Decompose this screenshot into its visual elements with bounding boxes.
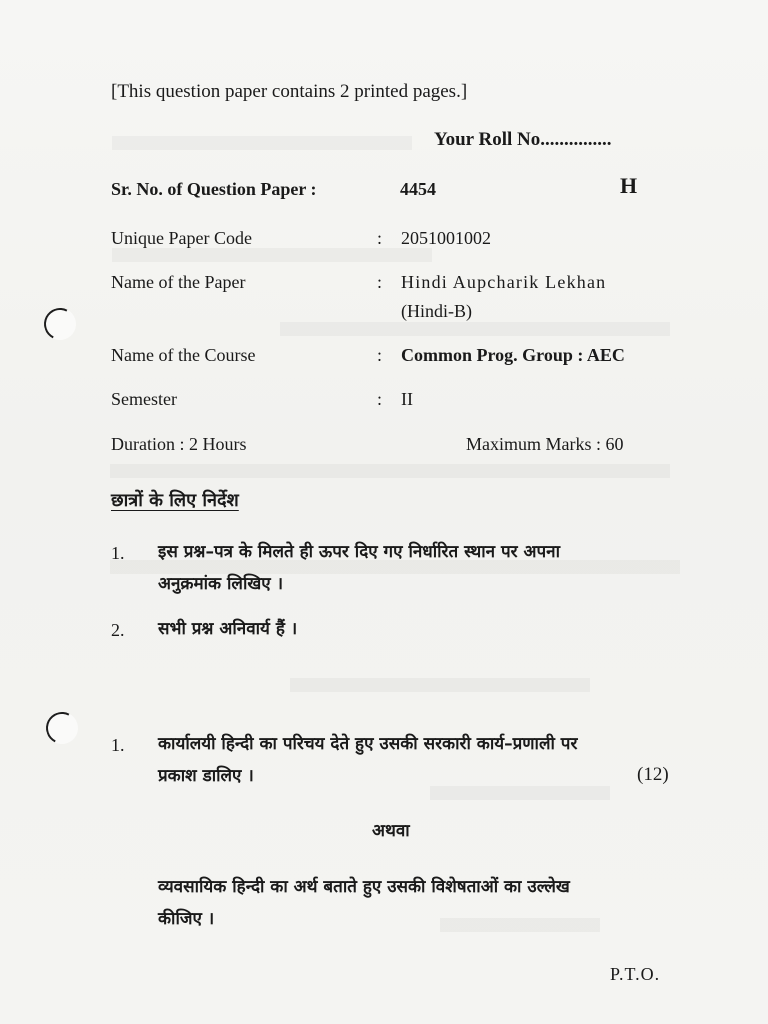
show-through-text [112,136,412,150]
paper-name-label: Name of the Paper [111,272,246,292]
colon: : [377,272,383,292]
instruction-number: 2. [111,620,125,640]
sr-no-value: 4454 [400,179,436,199]
punch-hole [40,304,80,344]
course-label: Name of the Course [111,345,256,365]
set-code: H [620,173,638,198]
punch-hole [42,708,82,748]
question-text: कार्यालयी हिन्दी का परिचय देते हुए उसकी सरकारी कार्य–प्रणाली पर [158,734,578,754]
show-through-text [110,464,670,478]
please-turn-over: P.T.O. [610,964,661,984]
show-through-text [290,678,590,692]
paper-name-value: Hindi Aupcharik Lekhan [401,272,607,292]
roll-number-field: Your Roll No............... [434,129,612,150]
duration: Duration : 2 Hours [111,434,247,454]
show-through-text [280,322,670,336]
question-text-continued: प्रकाश डालिए । [158,766,254,786]
show-through-text [112,248,432,262]
alternative-question-text: व्यवसायिक हिन्दी का अर्थ बताते हुए उसकी विशेषताओं का उल्लेख [158,877,570,897]
paper-name-value-continued: (Hindi-B) [401,301,472,321]
maximum-marks: Maximum Marks : 60 [466,434,624,454]
alternative-question-text-continued: कीजिए । [158,909,215,929]
printed-pages-note: [This question paper contains 2 printed pages.] [111,81,468,102]
or-separator: अथवा [372,821,410,841]
semester-value: II [401,389,413,409]
colon: : [377,345,383,365]
course-value: Common Prog. Group : AEC [401,345,625,365]
colon: : [377,228,383,248]
instruction-text-continued: अनुक्रमांक लिखिए । [158,574,284,594]
question-marks: (12) [637,764,669,785]
instruction-text: इस प्रश्न–पत्र के मिलते ही ऊपर दिए गए निर्धारित स्थान पर अपना [158,542,561,562]
colon: : [377,389,383,409]
question-number: 1. [111,735,125,755]
sr-no-label: Sr. No. of Question Paper : [111,179,317,199]
show-through-text [440,918,600,932]
semester-label: Semester [111,389,177,409]
unique-code-value: 2051001002 [401,228,491,248]
unique-code-label: Unique Paper Code [111,228,252,248]
instructions-heading: छात्रों के लिए निर्देश [111,490,239,511]
instruction-text: सभी प्रश्न अनिवार्य हैं । [158,619,298,639]
show-through-text [430,786,610,800]
instruction-number: 1. [111,543,125,563]
